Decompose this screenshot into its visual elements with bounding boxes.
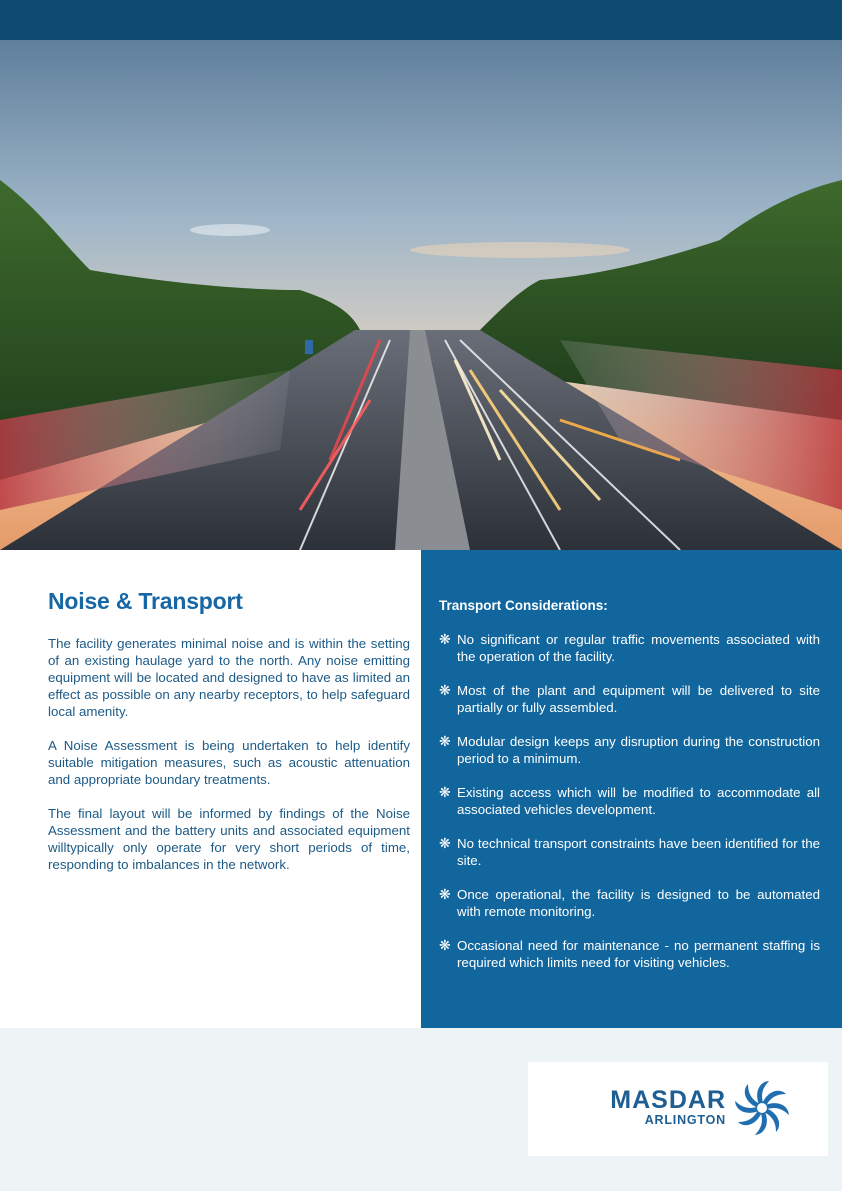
noise-paragraph-3: The final layout will be informed by findings of the Noise Assessment and the battery units and associated equipment willtypically only operate for very short periods of time, responding to imbalances in the network. — [48, 806, 410, 872]
asterisk-bullet-icon: ❋ — [439, 886, 451, 902]
logo — [528, 1062, 828, 1156]
transport-heading: Transport Considerations: — [439, 598, 608, 613]
logo-wordmark — [568, 1088, 726, 1127]
asterisk-bullet-icon: ❋ — [439, 733, 451, 749]
list-item: ❋ Most of the plant and equipment will be delivered to site partially or fully assembled. — [439, 682, 820, 715]
list-item: ❋ Once operational, the facility is designed to be automated with remote monitoring. — [439, 886, 820, 919]
top-band — [0, 0, 842, 40]
list-item: ❋ No technical transport constraints have been identified for the site. — [439, 835, 820, 868]
transport-list — [439, 631, 820, 971]
asterisk-bullet-icon: ❋ — [439, 937, 451, 953]
section-title: Noise & Transport — [48, 588, 243, 614]
asterisk-bullet-icon: ❋ — [439, 784, 451, 800]
asterisk-bullet-icon: ❋ — [439, 682, 451, 698]
asterisk-bullet-icon: ❋ — [439, 835, 451, 851]
hero-image — [0, 40, 842, 550]
logo-name: MASDAR — [610, 1086, 726, 1114]
noise-paragraph-1: The facility generates minimal noise and is within the setting of an existing haulage yard to the north. Any noise emitting equipment will be located and designed to have as limited an effect as possible on any nearby receptors, to help safeguard local amenity. — [48, 636, 410, 719]
list-item: ❋ Existing access which will be modified to accommodate all associated vehicles development. — [439, 784, 820, 817]
noise-paragraph-2: A Noise Assessment is being undertaken to help identify suitable mitigation measures, such as acoustic attenuation and appropriate boundary treatments. — [48, 738, 410, 787]
list-item: ❋ Occasional need for maintenance - no permanent staffing is required which limits need for visiting vehicles. — [439, 937, 820, 970]
noise-section — [48, 588, 410, 890]
list-item: ❋ No significant or regular traffic movements associated with the operation of the facility. — [439, 631, 820, 664]
logo-sub: ARLINGTON — [644, 1113, 726, 1127]
transport-panel — [421, 550, 842, 1028]
list-item: ❋ Modular design keeps any disruption during the construction period to a minimum. — [439, 733, 820, 766]
swirl-logo-icon — [734, 1080, 790, 1136]
asterisk-bullet-icon: ❋ — [439, 631, 451, 647]
